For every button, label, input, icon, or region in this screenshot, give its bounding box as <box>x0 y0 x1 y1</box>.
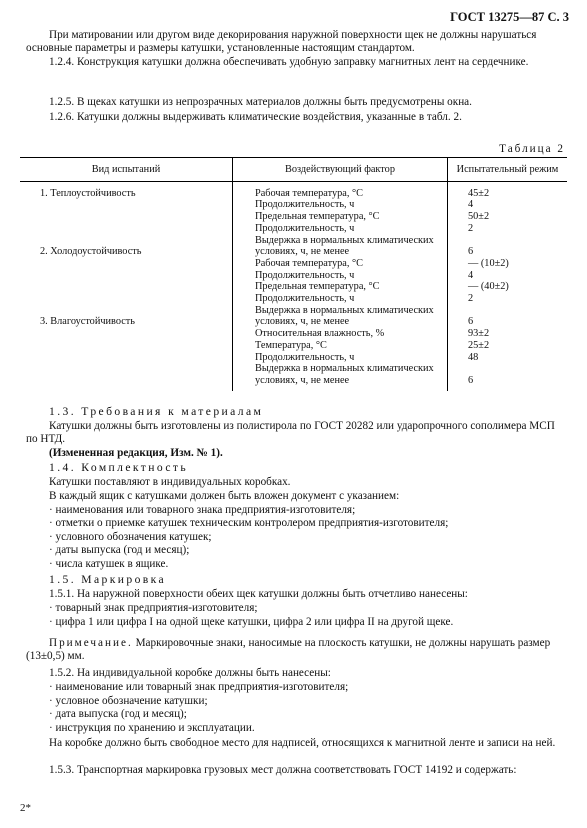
mode-value: 45±2 <box>468 187 490 199</box>
section-1-5-title: 1.5. Маркировка <box>49 573 167 586</box>
mode-value: — (10±2) <box>468 257 509 269</box>
factor-item: Температура, °С <box>255 339 327 351</box>
list-item: · товарный знак предприятия-изготовителя; <box>49 602 258 614</box>
factor-item: Выдержка в нормальных климатических условиях, ч, не менее <box>255 234 434 258</box>
paragraph-1-5-2: 1.5.2. На индивидуальной коробке должны быть нанесены: <box>49 667 331 679</box>
mode-value: 25±2 <box>468 339 490 351</box>
list-item: · дата выпуска (год и месяц); <box>49 708 187 720</box>
factor-item: Рабочая температура, °С <box>255 187 363 199</box>
page-header: ГОСТ 13275—87 С. 3 <box>450 10 569 24</box>
header-mode: Испытательный режим <box>448 158 568 182</box>
table-header-row <box>20 158 567 182</box>
section-1-4-text: В каждый ящик с катушками должен быть вложен документ с указанием: <box>49 490 400 502</box>
mode-cell <box>448 328 568 391</box>
paragraph-1-5-1: 1.5.1. На наружной поверхности обеих щек катушки должны быть отчетливо нанесены: <box>49 588 468 600</box>
factor-cell <box>233 328 448 391</box>
climate-test-table <box>20 157 567 391</box>
mode-value: — (40±2) <box>468 281 509 293</box>
test-name: 2. Холодоустойчивость <box>40 246 142 258</box>
note <box>26 637 566 664</box>
factor-item: Продолжительность, ч <box>255 351 355 363</box>
paragraph-1-5-3: 1.5.3. Транспортная маркировка грузовых мест должна соответствовать ГОСТ 14192 и содержать: <box>49 764 517 776</box>
mode-value: 2 <box>468 293 474 305</box>
list-item: · условного обозначения катушек; <box>49 531 212 543</box>
mode-value: 6 <box>468 316 474 328</box>
mode-value: 50±2 <box>468 211 490 223</box>
section-1-4-text: Катушки поставляют в индивидуальных коробках. <box>49 476 291 488</box>
test-name: 1. Теплоустойчивость <box>40 187 136 199</box>
mode-value: 4 <box>468 269 474 281</box>
factor-item: Выдержка в нормальных климатических условиях, ч, не менее <box>255 363 434 386</box>
list-item: · цифра 1 или цифра I на одной щеке катушки, цифра 2 или цифра II на другой щеке. <box>49 616 454 628</box>
paragraph-box-space: На коробке должно быть свободное место для надписей, относящихся к магнитной ленте и записи на ней. <box>49 737 556 749</box>
mode-value: 4 <box>468 199 474 211</box>
section-1-4-title: 1.4. Комплектность <box>49 461 189 474</box>
table-row <box>20 328 567 391</box>
factor-item: Выдержка в нормальных климатических условиях, ч, не менее <box>255 304 434 328</box>
factor-cell <box>233 181 448 258</box>
paragraph-1-2-6: 1.2.6. Катушки должны выдерживать климатические воздействия, указанные в табл. 2. <box>49 111 462 123</box>
header-factor: Воздействующий фактор <box>233 158 448 182</box>
table-caption: Таблица 2 <box>499 143 565 155</box>
section-1-3-title: 1.3. Требования к материалам <box>49 405 264 418</box>
mode-cell <box>448 181 568 258</box>
note-label: Примечание. <box>49 637 133 649</box>
test-name: 3. Влагоустойчивость <box>40 316 135 328</box>
list-item: · наименование или товарный знак предприятия-изготовителя; <box>49 681 349 693</box>
paragraph-1-2-4: 1.2.4. Конструкция катушки должна обеспечивать удобную заправку магнитных лент на сердечнике. <box>49 56 529 68</box>
factor-item: Продолжительность, ч <box>255 269 355 281</box>
list-item: · числа катушек в ящике. <box>49 558 169 570</box>
section-1-3-text: Катушки должны быть изготовлены из полистирола по ГОСТ 20282 или ударопрочного сополимера МСП по НТД. <box>26 420 555 446</box>
mode-value: 2 <box>468 222 474 234</box>
list-item: · наименования или товарного знака предприятия-изготовителя; <box>49 504 356 516</box>
factor-item: Продолжительность, ч <box>255 293 355 305</box>
mode-value: 48 <box>468 351 479 363</box>
factor-item: Предельная температура, °С <box>255 281 380 293</box>
factor-cell <box>233 258 448 328</box>
paragraph-1-2-5: 1.2.5. В щеках катушки из непрозрачных материалов должны быть предусмотрены окна. <box>49 96 472 108</box>
factor-item: Продолжительность, ч <box>255 222 355 234</box>
list-item: · отметки о приемке катушек техническим контролером предприятия-изготовителя; <box>49 517 449 529</box>
list-item: · инструкция по хранению и эксплуатации. <box>49 722 255 734</box>
mode-value: 6 <box>468 246 474 258</box>
list-item: · даты выпуска (год и месяц); <box>49 544 190 556</box>
note-text: Маркировочные знаки, наносимые на плоскость катушки, не должны нарушать размер (13±0,5) мм. <box>26 637 551 663</box>
mode-value: 6 <box>468 374 474 386</box>
factor-item: Предельная температура, °С <box>255 211 380 223</box>
page-footer-mark: 2* <box>20 802 31 814</box>
mode-value: 93±2 <box>468 328 490 340</box>
amendment-note: (Измененная редакция, Изм. № 1). <box>49 447 223 459</box>
header-test-type: Вид испытаний <box>20 158 233 182</box>
factor-item: Продолжительность, ч <box>255 199 355 211</box>
factor-item: Рабочая температура, °С <box>255 257 363 269</box>
paragraph-decoration: При матировании или другом виде декорирования наружной поверхности щек не должны нарушаться основные параметры и размеры катушки, установленные настоящим стандартом. <box>26 29 537 55</box>
factor-item: Относительная влажность, % <box>255 328 385 340</box>
list-item: · условное обозначение катушки; <box>49 695 208 707</box>
mode-cell <box>448 258 568 328</box>
